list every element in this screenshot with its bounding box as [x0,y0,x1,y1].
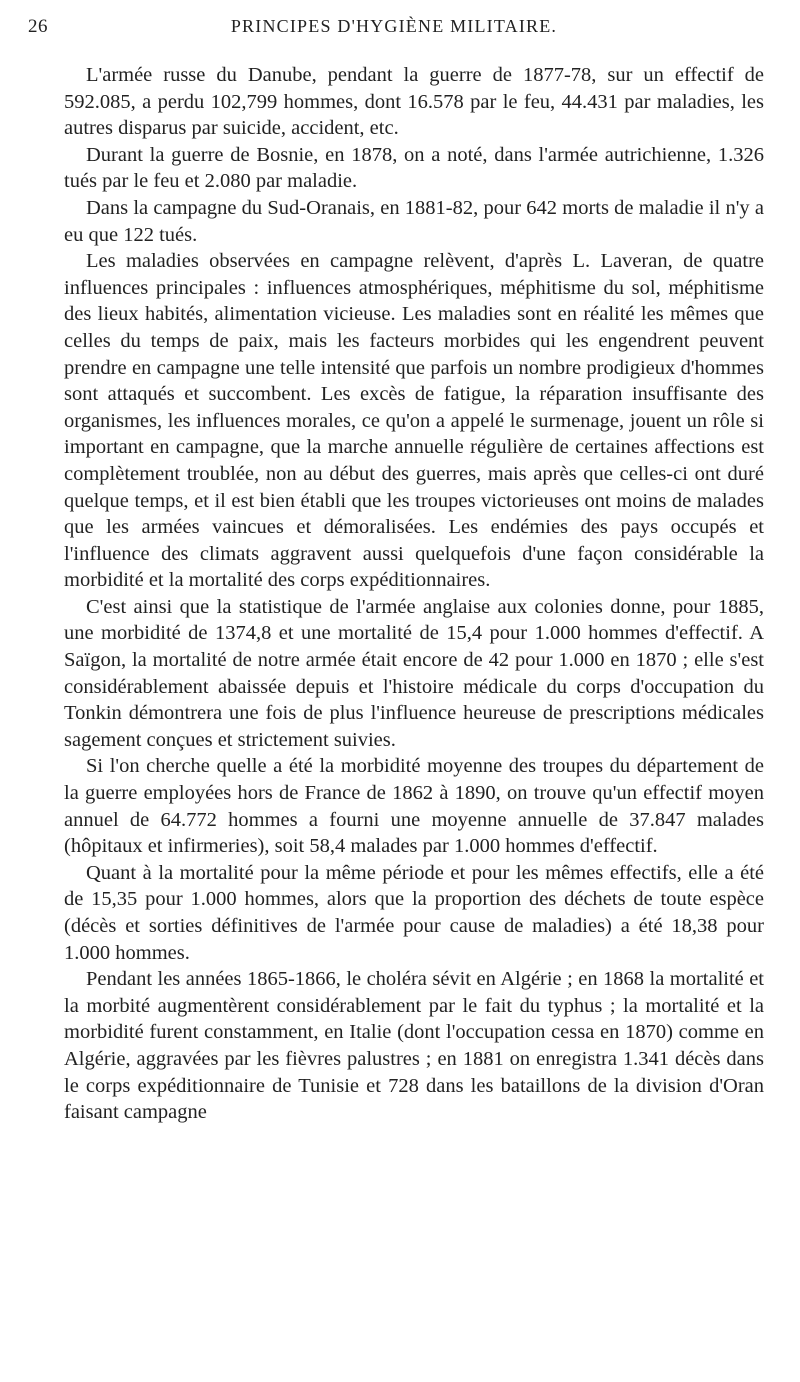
paragraph-algeria-epidemics: Pendant les années 1865-1866, le choléra sévit en Algérie ; en 1868 la mortalité et la morbité augmentèrent considérablement par le fait du typhus ; la mortalité et la morbidité furent constamment, en Italie (dont l'occupation cessa en 1870) comme en Algérie, aggravées par les fièvres palustres ; en 1881 on enregistra 1.341 décès dans le corps expéditionnaire de Tunisie et 728 dans les bataillons de la division d'Oran faisant campagne [64,968,764,1124]
body-text [64,62,764,1126]
paragraph-russian-army: L'armée russe du Danube, pendant la guerre de 1877-78, sur un effectif de 592.085, a perdu 102,799 hommes, dont 16.578 par le feu, 44.431 par maladies, les autres disparus par suicide, accident, etc. [64,64,764,140]
paragraph-bosnia-war: Durant la guerre de Bosnie, en 1878, on a noté, dans l'armée autrichienne, 1.326 tués par le feu et 2.080 par maladie. [64,143,764,193]
running-header [28,16,760,46]
paragraph-average-morbidity: Si l'on cherche quelle a été la morbidité moyenne des troupes du département de la guerre employées hors de France de 1862 à 1890, on trouve qu'un effectif moyen annuel de 64.772 hommes a fourni une moyenne annuelle de 37.847 malades (hôpitaux et infirmeries), soit 58,4 malades par 1.000 hommes d'effectif. [64,755,764,858]
paragraph-campaign-diseases: Les maladies observées en campagne relèvent, d'après L. Laveran, de quatre influences principales : influences atmosphériques, méphitisme du sol, méphitisme des lieux habités, alimentation vicieuse. Les maladies sont en réalité les mêmes que celles du temps de paix, mais les facteurs morbides qui les engendrent peuvent prendre en campagne une telle intensité que parfois un nombre prodigieux d'hommes sont attaqués et succombent. Les excès de fatigue, la réparation insuffisante des organismes, les influences morales, ce qu'on a appelé le surmenage, jouent un rôle si important en campagne, que la marche annuelle régulière de certaines affections est complètement troublée, non au début des guerres, mais après que celles-ci ont duré quelque temps, et il est bien établi que les troupes victorieuses ont moins de malades que les armées vaincues et démoralisées. Les endémies des pays occupés et l'influence des climats aggravent aussi quelquefois d'une façon considérable la morbidité et la mortalité des corps expéditionnaires. [64,250,764,592]
running-title: PRINCIPES D'HYGIÈNE MILITAIRE. [230,16,558,36]
paragraph-colonial-statistics: C'est ainsi que la statistique de l'armée anglaise aux colonies donne, pour 1885, une morbidité de 1374,8 et une mortalité de 15,4 pour 1.000 hommes d'effectif. A Saïgon, la mortalité de notre armée était encore de 42 pour 1.000 en 1870 ; elle s'est considérablement abaissée depuis et l'histoire médicale du corps d'occupation du Tonkin démontrera une fois de plus l'influence heureuse de prescriptions médicales sagement conçues et strictement suivies. [64,595,764,751]
page-number: 26 [28,16,48,37]
paragraph-sud-oranais: Dans la campagne du Sud-Oranais, en 1881-82, pour 642 morts de maladie il n'y a eu que 122 tués. [64,196,764,246]
paragraph-mortality: Quant à la mortalité pour la même période et pour les mêmes effectifs, elle a été de 15,35 pour 1.000 hommes, alors que la proportion des déchets de toute espèce (décès et sorties définitives de l'armée pour cause de maladies) a été 18,38 pour 1.000 hommes. [64,861,764,964]
